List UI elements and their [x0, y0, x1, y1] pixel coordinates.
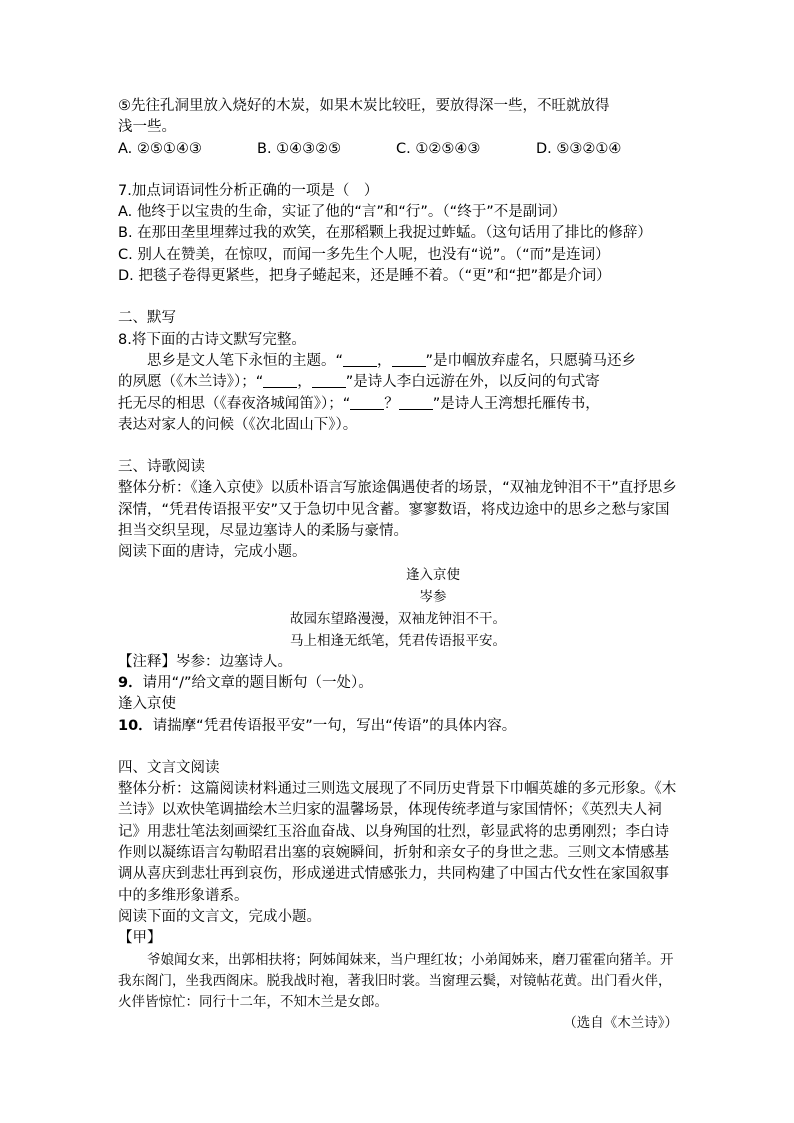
q8-line-2: 的夙愿（《木兰诗》）；“ ， ”是诗人李白远游在外，以反问的句式寄 [118, 374, 600, 391]
answer-blank[interactable] [392, 352, 426, 367]
q8-line-3: 托无尽的相思（《春夜洛城闻笛》）；“ ？ ”是诗人王湾想托雁传书， [118, 395, 600, 412]
passage-jia-text: 爷娘闻女来，出郭相扶将；阿姊闻妹来，当户理红妆；小弟闻姊来，磨刀霍霍向猪羊。开我东阁门，坐我西阁床。脱我战时袍，著我旧时裳。当窗理云鬓，对镜帖花黄。出门看火伴，火伴皆惊忙：同行十二年，不知木兰是女郎。 [118, 951, 674, 1011]
poem-note: 【注释】岑参：边塞诗人。 [118, 653, 292, 670]
poem-line-1: 故园东望路漫漫，双袖龙钟泪不干。 [290, 610, 506, 627]
q6-option-c: C. ①②⑤④③ [396, 140, 481, 157]
poem-author: 岑参 [419, 588, 447, 605]
section-4-heading: 四、文言文阅读 [118, 759, 220, 776]
q6-option-a: A. ②⑤①④③ [118, 140, 202, 157]
section-3-instruction: 阅读下面的唐诗，完成小题。 [118, 544, 307, 561]
section-3-analysis: 整体分析：《逢入京使》以质朴语言写旅途偶遇使者的场景，“双袖龙钟泪不干”直抒思乡深情，“凭君传语报平安”又于急切中见含蓄。寥寥数语，将戍边途中的思乡之愁与家国担当交织呈现，尽显边塞诗人的柔肠与豪情。 [118, 480, 677, 540]
section-2-heading: 二、默写 [118, 310, 176, 327]
poem-block [118, 564, 678, 652]
q8-line-1: 思乡是文人笔下永恒的主题。“ ， ”是巾帼放弃虚名，只愿骑马还乡 [147, 352, 637, 369]
answer-blank[interactable] [343, 352, 377, 367]
answer-blank[interactable] [312, 373, 346, 388]
q6-item5-continued: 浅一些。 [118, 119, 176, 136]
section-4-instruction: 阅读下面的文言文，完成小题。 [118, 908, 321, 925]
q8-line-4: 表达对家人的问候（《次北固山下》）。 [118, 416, 358, 433]
passage-jia-source: （选自《木兰诗》） [563, 1015, 678, 1032]
q10: 10．请揣摩“凭君传语报平安”一句，写出“传语”的具体内容。 [118, 717, 517, 734]
q6-option-d: D. ⑤③②①④ [536, 140, 622, 157]
answer-blank[interactable] [399, 395, 433, 410]
q7-option-a: A. 他终于以宝贵的生命，实证了他的“言”和“行”。（“终于”不是副词） [118, 204, 567, 221]
q8-title: 8.将下面的古诗文默写完整。 [118, 331, 306, 348]
section-3-heading: 三、诗歌阅读 [118, 459, 205, 476]
passage-jia-label: 【甲】 [118, 930, 162, 947]
q9: 9．请用“/”给文章的题目断句（一处）。 [118, 674, 373, 691]
q6-options [118, 139, 678, 160]
q7-option-d: D. 把毯子卷得更紧些，把身子蜷起来，还是睡不着。（“更”和“把”都是介词） [118, 268, 611, 285]
q9-answer-line: 逢入京使 [118, 696, 176, 713]
answer-blank[interactable] [263, 373, 297, 388]
document-page [118, 96, 678, 1035]
poem-title: 逢入京使 [406, 566, 460, 583]
section-4-analysis: 整体分析：这篇阅读材料通过三则选文展现了不同历史背景下巾帼英雄的多元形象。《木兰诗》以欢快笔调描绘木兰归家的温馨场景，体现传统孝道与家国情怀；《英烈夫人祠记》用悲壮笔法刻画梁红玉浴血奋战、以身殉国的壮烈，彰显武将的忠勇刚烈；李白诗作则以凝练语言勾勒昭君出塞的哀婉瞬间，折射和亲女子的身世之悲。三则文本情感基调从喜庆到悲壮再到哀伤，形成递进式情感张力，共同构建了中国古代女性在家国叙事中的多维形象谱系。 [118, 781, 677, 904]
poem-line-2: 马上相逢无纸笔，凭君传语报平安。 [290, 632, 506, 649]
q6-item5: ⑤先往孔洞里放入烧好的木炭，如果木炭比较旺，要放得深一些，不旺就放得 [118, 98, 610, 114]
answer-blank[interactable] [350, 395, 384, 410]
q7-option-b: B. 在那田垄里埋葬过我的欢笑，在那稻颗上我捉过蚱蜢。（这句话用了排比的修辞） [118, 225, 652, 242]
q7-title: 7.加点词语词性分析正确的一项是（ ） [118, 182, 379, 199]
q7-option-c: C. 别人在赞美，在惊叹，而闻一多先生个人呢，也没有“说”。（“而”是连词） [118, 246, 610, 263]
q6-option-b: B. ①④③②⑤ [257, 140, 342, 157]
